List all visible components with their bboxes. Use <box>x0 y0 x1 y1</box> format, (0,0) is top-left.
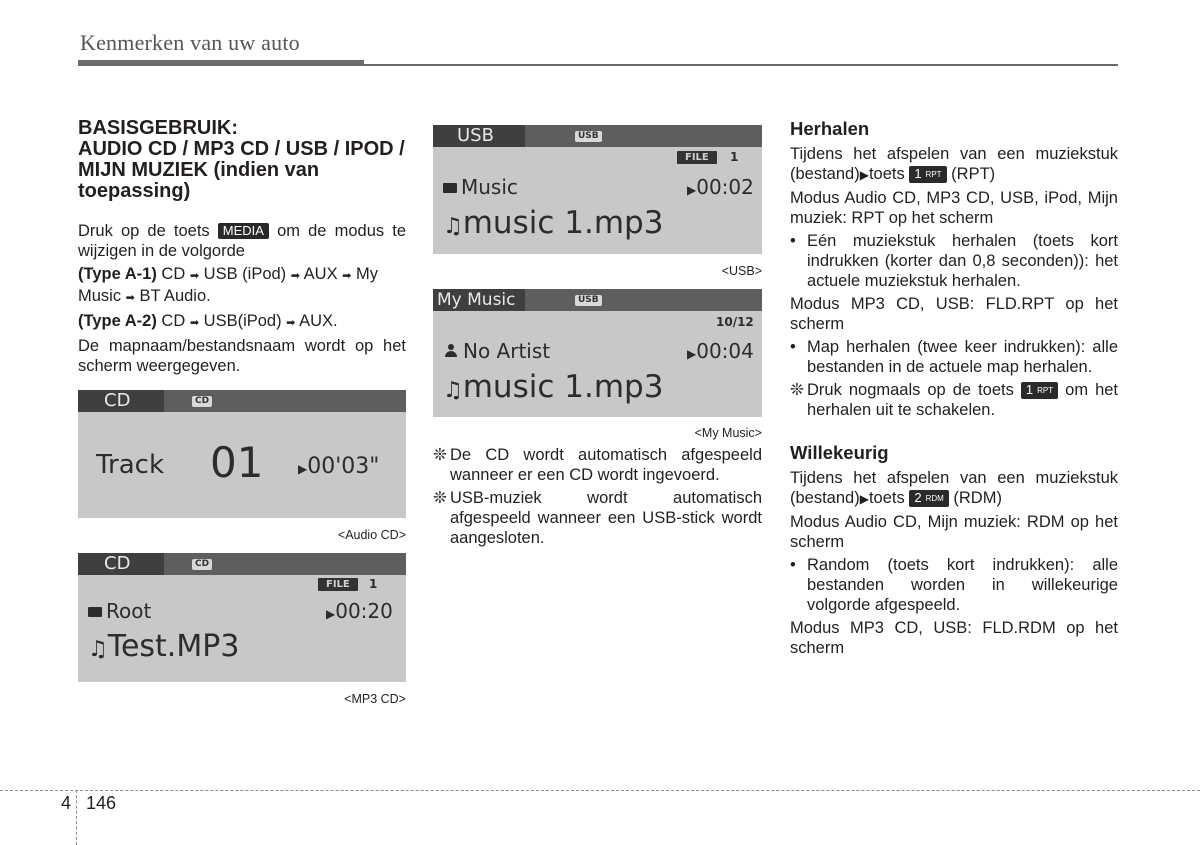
play-icon: ▶ <box>859 168 869 182</box>
track-label: Track <box>96 450 165 480</box>
play-icon: ▶ <box>859 492 869 506</box>
media-button: MEDIA <box>218 223 269 239</box>
rpt-button <box>909 166 946 183</box>
play-icon: ▶ <box>687 347 697 361</box>
intro-text-a: Druk op de toets <box>78 222 210 240</box>
chapter-number: 4 <box>61 793 72 813</box>
file-line <box>443 205 663 241</box>
mode-text: USB (iPod) <box>199 265 291 283</box>
mp3-cd-display <box>78 553 406 682</box>
random-heading: Willekeurig <box>790 442 889 463</box>
rpt-button-label: RPT <box>1037 386 1054 395</box>
repeat-text-a: Tijdens het afspelen van een muziekstuk (bestand) <box>790 145 1118 183</box>
note-text: De CD wordt automatisch afgespeeld wanneer er een CD wordt ingevoerd. <box>450 446 762 484</box>
random-text-a: Tijdens het afspelen van een muziekstuk (bestand) <box>790 469 1118 507</box>
footer-vertical-dashed-rule <box>76 790 77 845</box>
file-number: 10/12 <box>716 315 754 329</box>
column-left <box>78 118 406 379</box>
rdm-button-number: 2 <box>914 490 922 505</box>
play-time-value: 00:02 <box>696 175 754 199</box>
play-icon: ▶ <box>326 607 336 621</box>
file-name: music 1.mp3 <box>462 369 664 405</box>
arrow-right-icon: ➡ <box>189 270 200 282</box>
repeat-bullet-1 <box>790 231 1118 291</box>
bullet-dot: • <box>790 556 796 574</box>
type-a2-paragraph <box>78 311 406 333</box>
file-name: music 1.mp3 <box>462 205 664 241</box>
my-music-caption: <My Music> <box>694 426 762 440</box>
mode-text: USB(iPod) <box>199 312 287 330</box>
running-header: Kenmerken van uw auto <box>80 30 300 55</box>
folder-name-paragraph: De mapnaam/bestandsnaam wordt op het scherm weergegeven. <box>78 337 406 375</box>
play-time-value: 00:04 <box>696 339 754 363</box>
section-heading <box>78 118 406 202</box>
file-line <box>443 369 663 405</box>
play-time <box>298 454 379 479</box>
display-mode-label: CD <box>104 390 131 411</box>
repeat-heading: Herhalen <box>790 118 870 139</box>
random-paragraph-1 <box>790 468 1118 509</box>
folder-line <box>443 175 518 199</box>
display-mode-label: USB <box>457 125 494 146</box>
arrow-right-icon: ➡ <box>342 270 352 282</box>
note-item <box>433 488 762 548</box>
bullet-dot: • <box>790 338 796 356</box>
rpt-button-number: 1 <box>914 166 922 181</box>
usb-caption: <USB> <box>721 264 762 278</box>
repeat-note-text <box>807 380 1118 420</box>
mode-text: CD <box>156 312 190 330</box>
note-item <box>433 445 762 485</box>
mode-text: CD <box>156 265 190 283</box>
note-asterisk-icon: ❊ <box>433 446 447 464</box>
artist-line <box>445 339 550 363</box>
intro-paragraph <box>78 221 406 261</box>
cd-badge-icon: CD <box>192 396 212 407</box>
column-middle-notes <box>433 445 762 551</box>
file-badge: FILE <box>318 578 358 591</box>
play-time-value: 00:20 <box>335 599 393 623</box>
type-a2-label: (Type A-2) <box>78 312 157 330</box>
play-time <box>687 339 754 363</box>
usb-badge-icon: USB <box>575 131 602 142</box>
intro-text-b: om de modus te wijzigen in de volgorde <box>78 222 406 260</box>
mode-text: My Music <box>78 265 378 305</box>
column-right <box>790 118 1118 661</box>
mode-text: BT Audio. <box>134 287 211 305</box>
usb-display <box>433 125 762 254</box>
artist-icon <box>445 344 457 358</box>
play-time-value: 00'03" <box>307 454 380 479</box>
arrow-right-icon: ➡ <box>286 317 296 329</box>
repeat-note-text-a: Druk nogmaals op de toets <box>807 381 1014 399</box>
header-rule-thick <box>78 60 364 66</box>
repeat-note-text-b: om het herhalen uit te schakelen. <box>807 381 1119 419</box>
page-number: 146 <box>86 793 117 813</box>
file-number: 1 <box>730 150 739 164</box>
audio-cd-display <box>78 390 406 518</box>
mp3-cd-caption: <MP3 CD> <box>344 692 406 706</box>
type-a1-label: (Type A-1) <box>78 265 157 283</box>
random-paragraph-3: Modus MP3 CD, USB: FLD.RDM op het scherm <box>790 619 1118 657</box>
file-line <box>88 629 239 664</box>
play-time <box>687 175 754 199</box>
music-note-icon: ♫ <box>443 214 463 239</box>
note-asterisk-icon: ❊ <box>790 381 804 399</box>
repeat-paragraph-3: Modus MP3 CD, USB: FLD.RPT op het scherm <box>790 295 1118 333</box>
repeat-bullet-2 <box>790 337 1118 377</box>
file-badge: FILE <box>677 151 717 164</box>
usb-badge-icon: USB <box>575 295 602 306</box>
repeat-paragraph-1 <box>790 144 1118 185</box>
music-note-icon: ♫ <box>443 378 463 403</box>
play-icon: ▶ <box>687 183 697 197</box>
random-text-b: toets <box>868 489 905 507</box>
folder-icon <box>88 607 102 617</box>
footer-dashed-rule <box>0 790 1200 791</box>
bullet-text: Map herhalen (twee keer indrukken): alle bestanden in de actuele map herhalen. <box>807 338 1118 376</box>
bullet-text: Random (toets kort indrukken): alle bestanden worden in willekeurige volgorde afgespeeld. <box>807 556 1118 614</box>
header-rule-thin <box>364 64 1118 66</box>
repeat-text-b: toets <box>868 165 905 183</box>
my-music-display <box>433 289 762 417</box>
type-a1-paragraph <box>78 264 406 308</box>
random-text-c: (RDM) <box>953 489 1002 507</box>
arrow-right-icon: ➡ <box>125 292 135 304</box>
rpt-button-number: 1 <box>1025 382 1034 397</box>
play-icon: ▶ <box>298 462 308 476</box>
folder-name: Root <box>106 599 152 623</box>
bullet-text: Eén muziekstuk herhalen (toets kort indrukken (korter dan 0,8 seconden)): het actuele muziekstuk herhalen. <box>807 232 1118 290</box>
arrow-right-icon: ➡ <box>290 270 300 282</box>
arrow-right-icon: ➡ <box>189 317 200 329</box>
random-paragraph-2: Modus Audio CD, Mijn muziek: RDM op het scherm <box>790 513 1118 551</box>
bullet-dot: • <box>790 232 796 250</box>
folder-icon <box>443 183 457 193</box>
random-bullet-1 <box>790 555 1118 615</box>
note-asterisk-icon: ❊ <box>433 489 447 507</box>
mode-text: AUX <box>299 265 343 283</box>
cd-badge-icon: CD <box>192 559 212 570</box>
rpt-button <box>1021 382 1058 399</box>
folder-name: Music <box>461 175 518 199</box>
heading-line-2: AUDIO CD / MP3 CD / USB / IPOD / MIJN MUZIEK (indien van toepassing) <box>78 138 405 202</box>
display-mode-label: My Music <box>437 290 516 310</box>
file-name: Test.MP3 <box>107 629 240 664</box>
audio-cd-caption: <Audio CD> <box>337 528 406 542</box>
music-note-icon: ♫ <box>88 637 108 662</box>
rpt-button-label: RPT <box>925 170 942 179</box>
rdm-button-label: RDM <box>925 494 944 503</box>
rdm-button <box>909 490 948 507</box>
mode-text: AUX. <box>295 312 338 330</box>
display-mode-label: CD <box>104 553 131 574</box>
repeat-text-c: (RPT) <box>951 165 996 183</box>
heading-line-1: BASISGEBRUIK: <box>78 117 239 139</box>
repeat-paragraph-2: Modus Audio CD, MP3 CD, USB, iPod, Mijn muziek: RPT op het scherm <box>790 189 1118 227</box>
play-time <box>326 599 393 623</box>
note-text: USB-muziek wordt automatisch afgespeeld wanneer een USB-stick wordt aangesloten. <box>450 489 762 547</box>
folder-line <box>88 599 151 623</box>
track-number: 01 <box>210 438 264 487</box>
repeat-note <box>790 380 1118 420</box>
file-number: 1 <box>369 577 378 591</box>
artist-name: No Artist <box>463 339 551 363</box>
